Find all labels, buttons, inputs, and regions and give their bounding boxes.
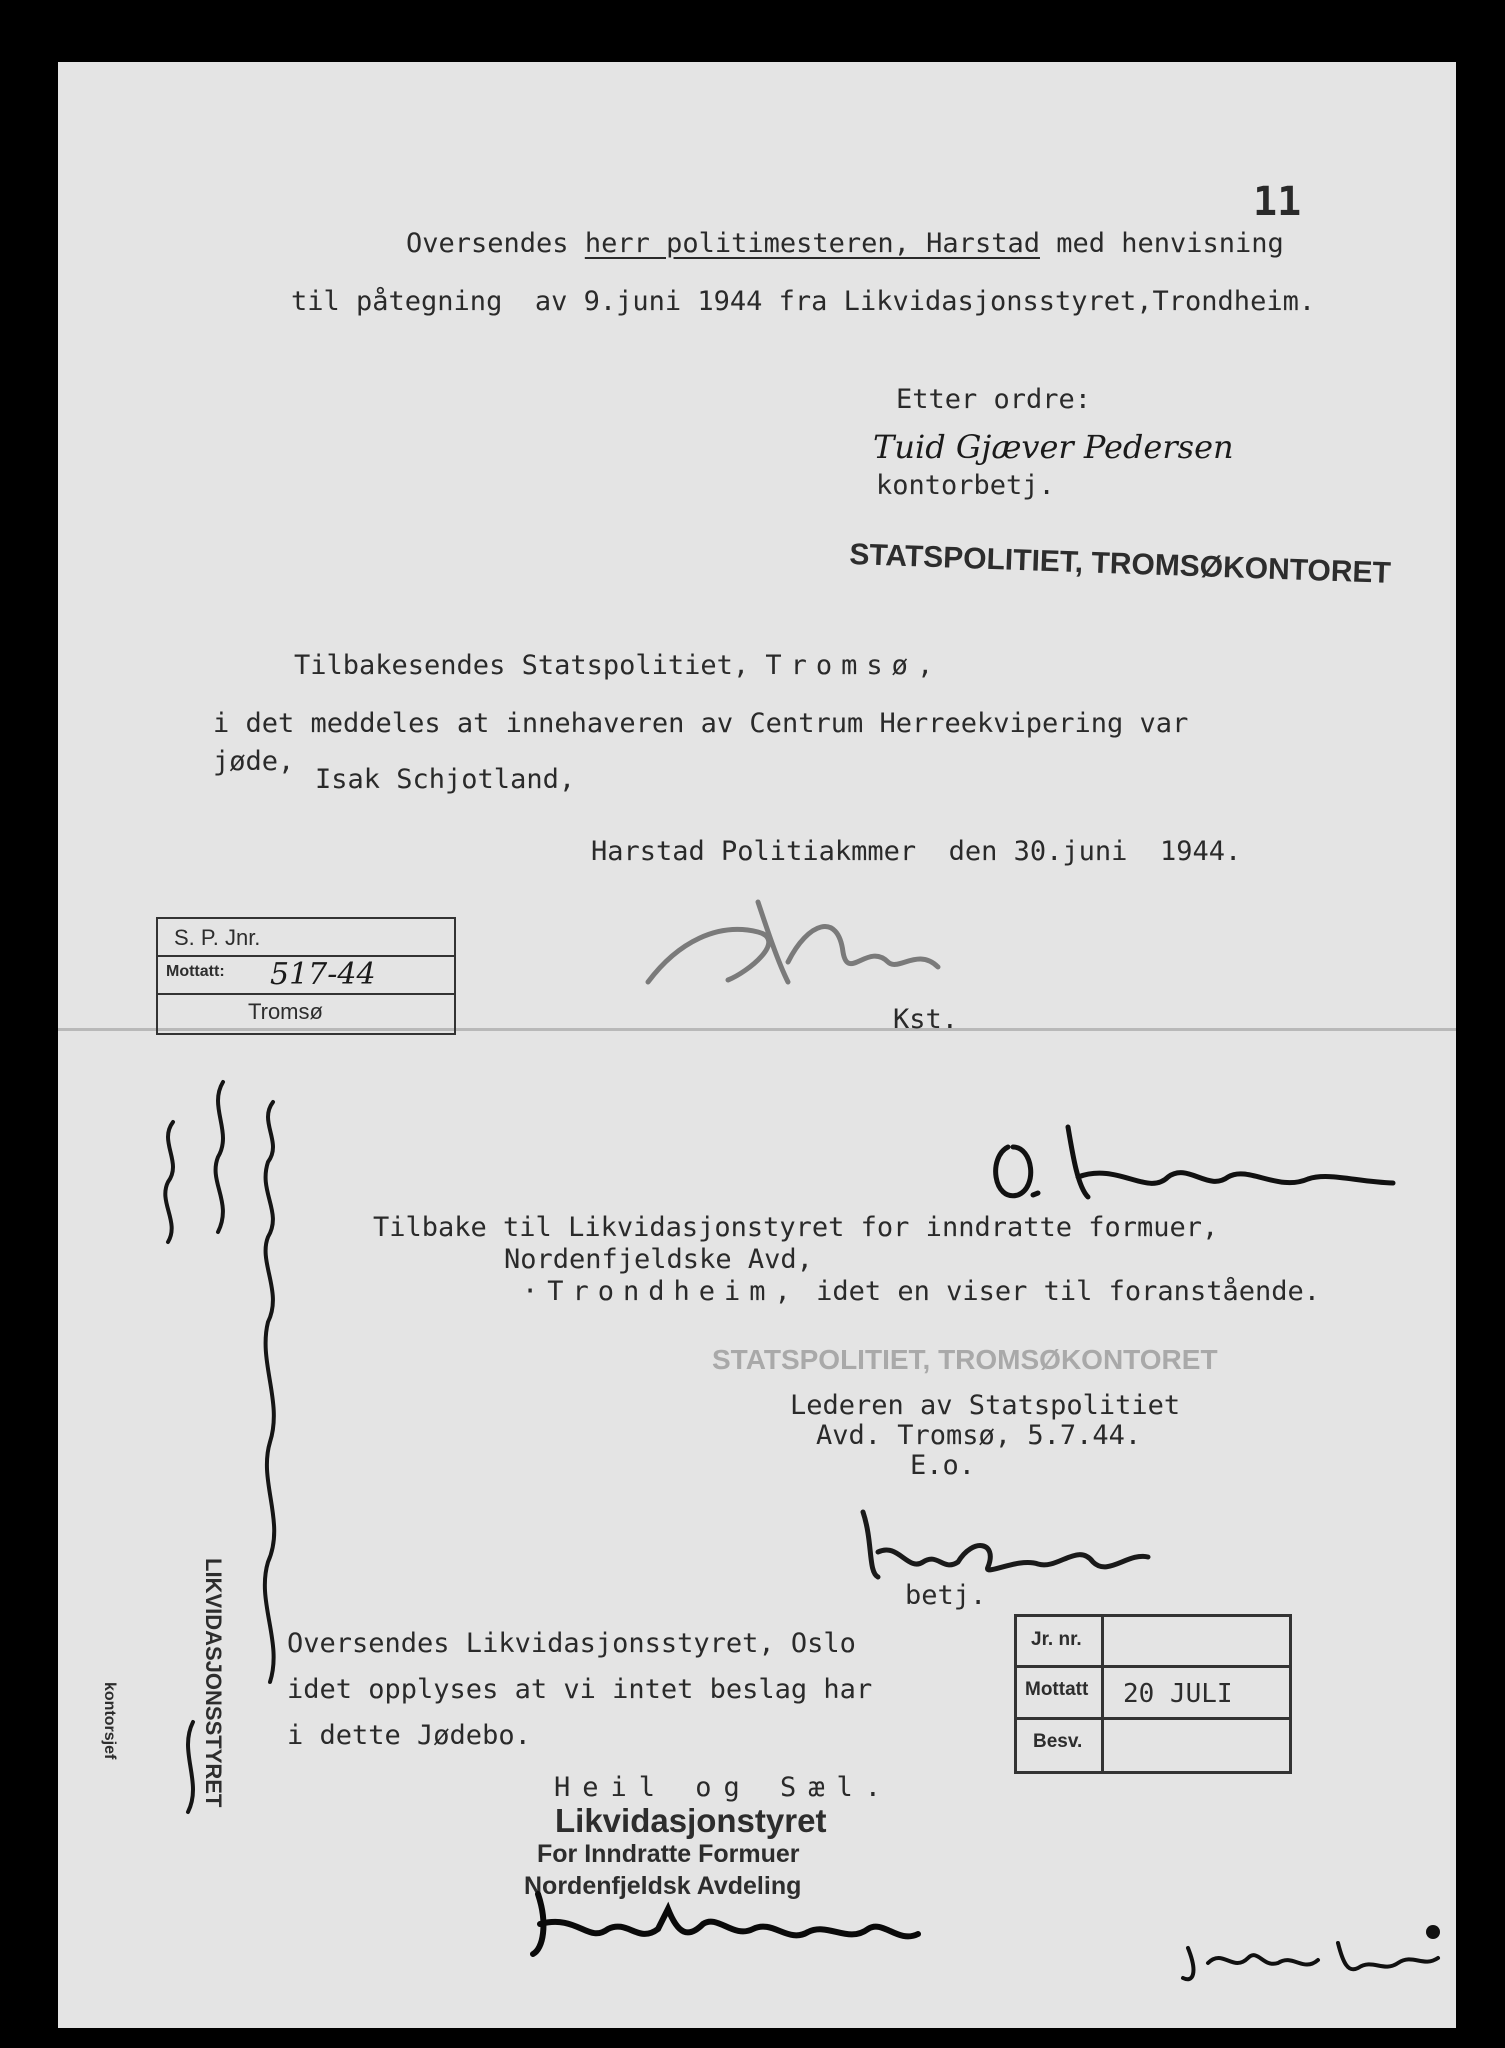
kst-abbrev: Kst. [893,1004,959,1035]
statspolitiet-stamp: STATSPOLITIET, TROMSØKONTORET [848,538,1392,590]
sp-jnr-title: S. P. Jnr. [174,925,261,950]
sp-jnr-number: 517-44 [270,957,376,992]
mottatt-date: 20 JULI [1123,1679,1233,1709]
document-sheet [58,62,1456,2028]
org-stamp-line-1: Likvidasjonstyret [555,1802,827,1839]
tilbake-line-2: Nordenfjeldske Avd, [504,1244,813,1275]
registration-box [1014,1614,1292,1774]
oslo-line-1: Oversendes Likvidasjonsstyret, Oslo [287,1628,856,1659]
faint-statspolitiet-stamp: STATSPOLITIET, TROMSØKONTORET [712,1344,1218,1375]
org-stamp-line-2: For Inndratte Formuer [537,1840,800,1868]
tilbake-line-1: Tilbake til Likvidasjonstyret for inndratte formuer, [373,1212,1219,1243]
addressee: herr politimesteren, Harstad [584,228,1040,259]
org-stamp-line-3: Nordenfjeldsk Avdeling [524,1872,802,1900]
jr-nr-label: Jr. nr. [1031,1629,1082,1650]
mottatt-label: Mottatt [1025,1679,1089,1700]
owner-name: Isak Schjotland, [315,764,576,795]
sender-line-2: Avd. Tromsø, 5.7.44. [816,1420,1142,1451]
sp-jnr-stamp-box [156,917,456,1035]
bottom-right-signature [1178,1918,1448,1988]
sender-line-1: Lederen av Statspolitiet [790,1390,1181,1421]
margin-vertical-subtitle: kontorsjef [101,1682,118,1760]
second-signature [978,1107,1398,1217]
return-line-3: jøde, [213,746,295,777]
greeting: Heil og Sæl. [554,1772,894,1803]
kontorsjef-signature [518,1874,958,1964]
margin-vertical-stamp: LIKVIDASJONSSTYRET [201,1558,226,1808]
betj-title: betj. [905,1580,987,1611]
third-signature [848,1482,1168,1592]
forwarding-line-1: Oversendes herr politimesteren, Harstad med henvisning [406,228,1284,259]
sp-jnr-city: Tromsø [248,999,323,1024]
harstad-signature [638,862,958,1012]
handwritten-signer-name: Tuid Gjæver Pedersen [873,428,1234,466]
return-line-2: i det meddeles at innehaveren av Centrum Herreekvipering var [213,708,1189,739]
sender-line-3: E.o. [910,1450,976,1481]
order-label: Etter ordre: [896,384,1092,415]
forwarding-line-2: til påtegning av 9.juni 1944 fra Likvidasjonsstyret,Trondheim. [291,286,1316,317]
oslo-line-2: idet opplyses at vi intet beslag har [287,1674,873,1705]
tilbake-line-3: ·Trondheim, idet en viser til foranstående. [522,1276,1320,1307]
page-number: 11 [1253,179,1302,225]
besv-label: Besv. [1033,1731,1083,1752]
return-line-1: Tilbakesendes Statspolitiet, Tromsø, [294,650,943,681]
sp-jnr-mottatt-label: Mottatt: [166,963,225,980]
signer-title: kontorbetj. [876,470,1055,501]
harstad-dateline: Harstad Politiakmmer den 30.juni 1944. [591,836,1242,867]
oslo-line-3: i dette Jødebo. [287,1720,531,1751]
